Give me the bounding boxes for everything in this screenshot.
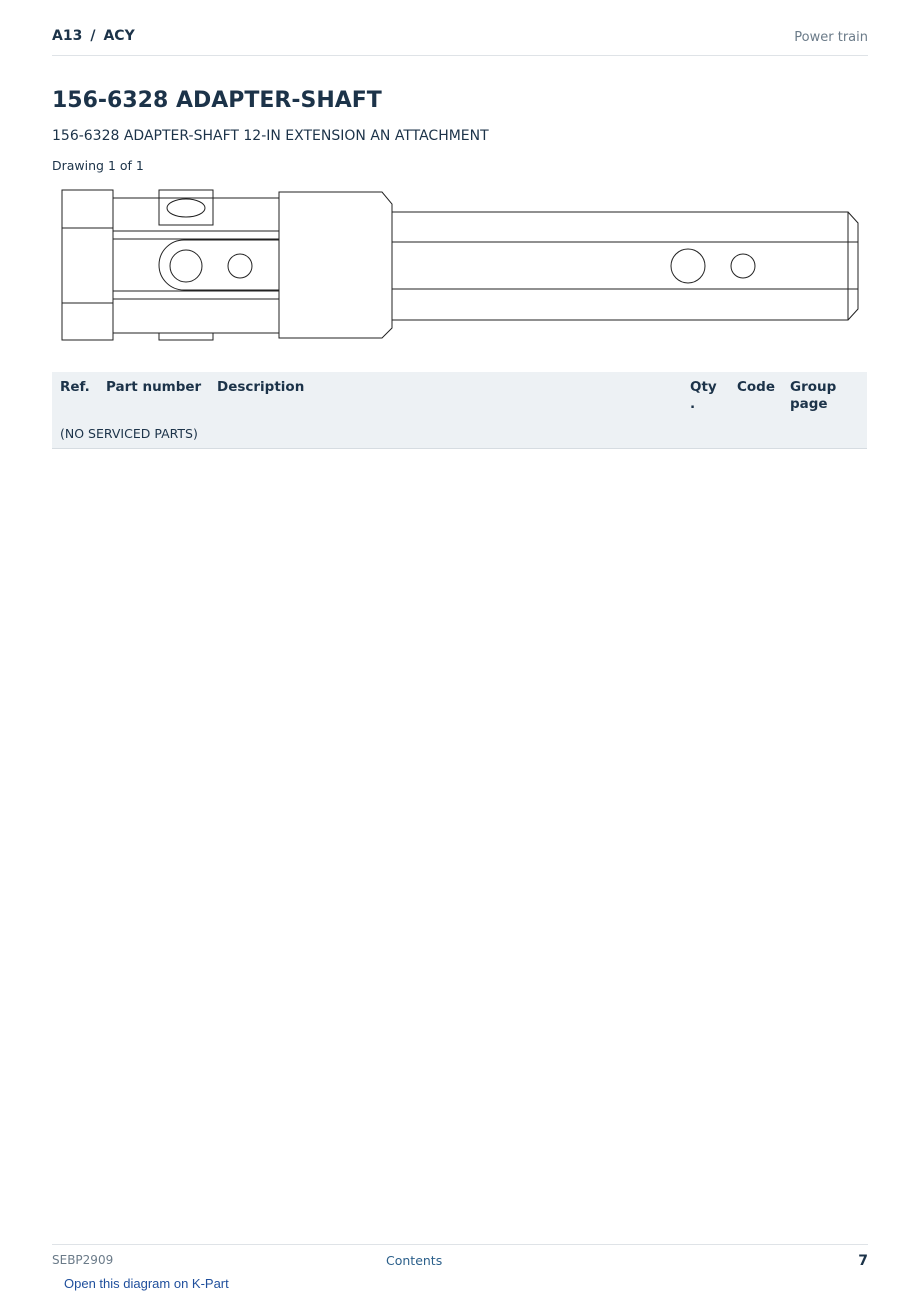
diagram-hole-left-small (228, 254, 252, 278)
column-ref: Ref. (60, 379, 90, 395)
page-footer (52, 1244, 868, 1275)
column-part-number: Part number (106, 379, 202, 395)
contents-link[interactable]: Contents (386, 1253, 443, 1268)
parts-table (52, 372, 867, 449)
breadcrumb-prefix: ACY (103, 28, 135, 44)
diagram-long-shaft (392, 212, 848, 320)
page-subtitle: 156-6328 ADAPTER-SHAFT 12-IN EXTENSION AN ATTACHMENT (52, 128, 489, 144)
column-qty: Qty . (690, 379, 717, 412)
document-id: SEBP2909 (52, 1253, 114, 1267)
no-serviced-parts-note: (NO SERVICED PARTS) (60, 426, 198, 441)
adapter-shaft-diagram (52, 182, 868, 352)
parts-table-header (52, 372, 867, 418)
page-header (52, 28, 868, 56)
section-name: Power train (794, 30, 868, 45)
diagram-end-cap (62, 190, 113, 340)
breadcrumb (52, 28, 135, 44)
column-code: Code (737, 379, 776, 395)
diagram-top-slot (167, 199, 205, 217)
diagram-keyway-slot (159, 240, 279, 290)
column-group-page: Group page (790, 379, 837, 412)
drawing-counter: Drawing 1 of 1 (52, 158, 144, 173)
diagram-hub-body (279, 192, 392, 338)
breadcrumb-separator: / (90, 28, 96, 44)
diagram-hole-left-large (170, 250, 202, 282)
column-description: Description (217, 379, 305, 395)
diagram-hole-right-large (671, 249, 705, 283)
page-title: 156-6328 ADAPTER-SHAFT (52, 88, 382, 113)
diagram-shaft-tip (848, 212, 858, 320)
breadcrumb-model: A13 (52, 28, 83, 44)
kpart-link[interactable]: Open this diagram on K-Part (64, 1276, 229, 1291)
diagram-left-shaft (113, 198, 279, 333)
diagram-hole-right-small (731, 254, 755, 278)
page-number: 7 (858, 1253, 868, 1269)
diagram-bottom-collar (159, 333, 213, 340)
